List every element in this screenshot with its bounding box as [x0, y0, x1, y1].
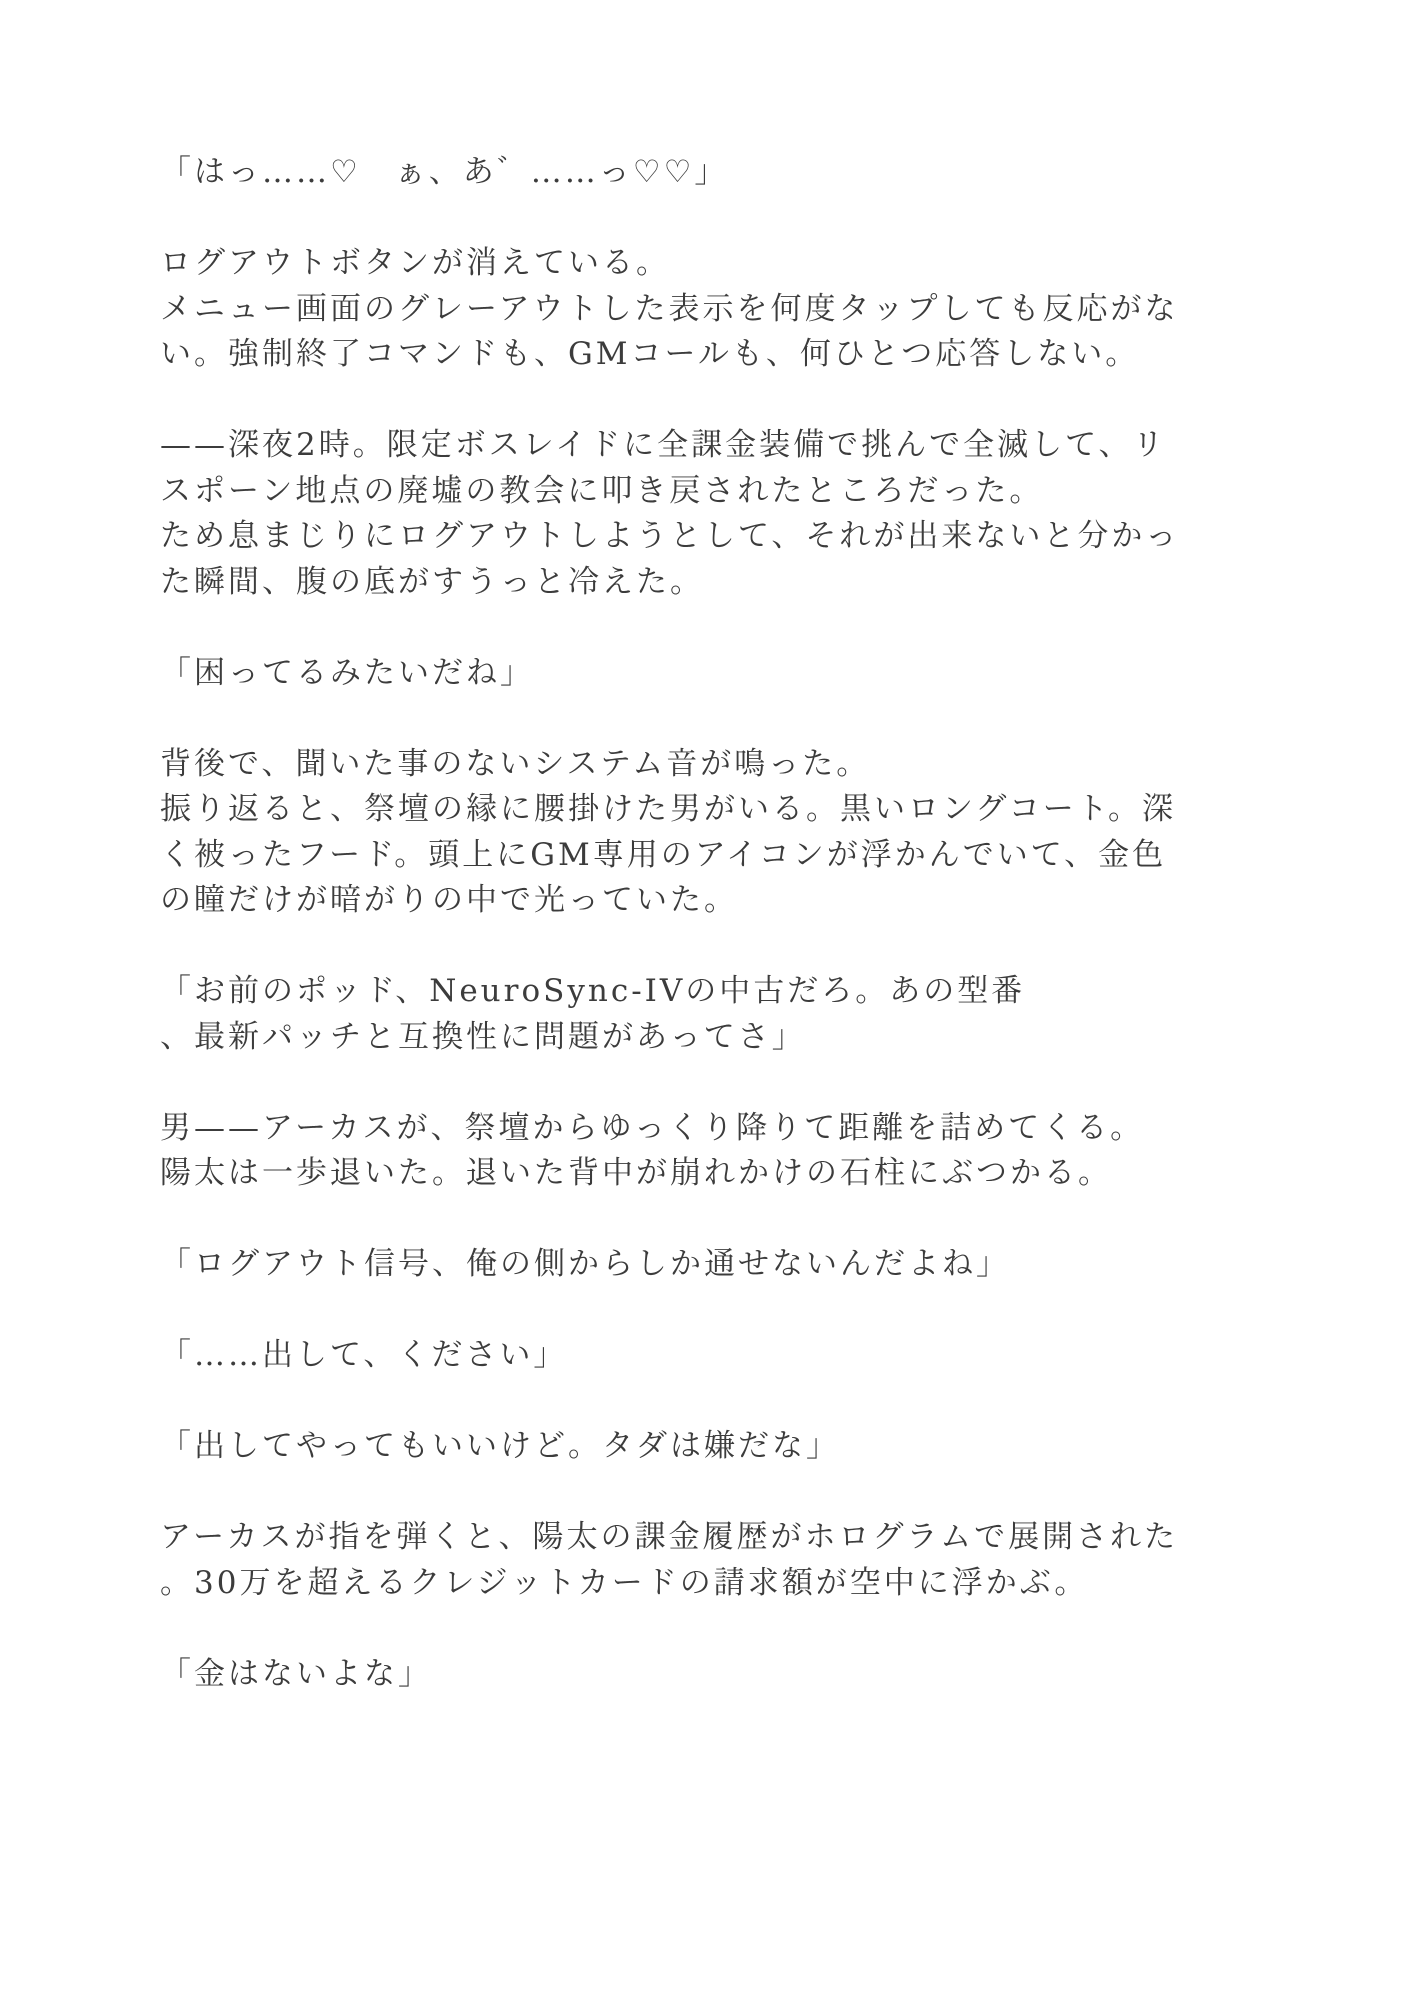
text-line: ——深夜2時。限定ボスレイドに全課金装備で挑んで全滅して、リ	[160, 427, 1167, 463]
paragraph-narration	[160, 423, 1265, 605]
paragraph-dialogue	[160, 1652, 1265, 1698]
text-line: 「金はないよな」	[160, 1655, 432, 1692]
paragraph-dialogue	[160, 150, 1265, 196]
text-line: の瞳だけが暗がりの中で光っていた。	[160, 882, 738, 918]
text-line: 、最新パッチと互換性に問題があってさ」	[160, 1018, 806, 1055]
paragraph-narration	[160, 241, 1265, 378]
paragraph-narration	[160, 1515, 1265, 1606]
text-line: 「はっ……♡ ぁ、あ゛……っ♡♡」	[160, 154, 729, 190]
text-line: 男——アーカスが、祭壇からゆっくり降りて距離を詰めてくる。	[160, 1109, 1145, 1146]
text-line: ため息まじりにログアウトしようとして、それが出来ないと分かっ	[160, 518, 1180, 554]
text-line: た瞬間、腹の底がすうっと冷えた。	[160, 563, 704, 600]
text-line: 背後で、聞いた事のないシステム音が鳴った。	[160, 745, 871, 782]
text-line: 「困ってるみたいだね」	[160, 654, 534, 691]
text-line: い。強制終了コマンドも、GMコールも、何ひとつ応答しない。	[160, 336, 1140, 372]
text-line: ログアウトボタンが消えている。	[160, 245, 670, 281]
paragraph-dialogue	[160, 1333, 1265, 1379]
text-line: 「……出して、ください」	[160, 1337, 568, 1373]
paragraph-narration	[160, 1106, 1265, 1197]
paragraph-narration	[160, 742, 1265, 924]
text-line: 「出してやってもいいけど。タダは嫌だな」	[160, 1428, 840, 1464]
text-line: メニュー画面のグレーアウトした表示を何度タップしても反応がな	[160, 290, 1179, 327]
text-line: 振り返ると、祭壇の縁に腰掛けた男がいる。黒いロングコート。深	[160, 791, 1176, 827]
paragraph-dialogue	[160, 651, 1265, 697]
text-line: 「ログアウト信号、俺の側からしか通せないんだよね」	[160, 1246, 1010, 1282]
text-line: 陽太は一歩退いた。退いた背中が崩れかけの石柱にぶつかる。	[160, 1155, 1112, 1191]
paragraph-dialogue	[160, 969, 1265, 1060]
text-line: 。30万を超えるクレジットカードの請求額が空中に浮かぶ。	[160, 1564, 1089, 1601]
text-line: く被ったフード。頭上にGM専用のアイコンが浮かんでいて、金色	[160, 836, 1167, 873]
text-line: アーカスが指を弾くと、陽太の課金履歴がホログラムで展開された	[160, 1519, 1179, 1555]
paragraph-dialogue	[160, 1424, 1265, 1470]
text-line: 「お前のポッド、NeuroSync-IVの中古だろ。あの型番	[160, 973, 1026, 1009]
text-line: スポーン地点の廃墟の教会に叩き戻されたところだった。	[160, 472, 1044, 509]
paragraph-dialogue	[160, 1242, 1265, 1288]
document-body	[160, 150, 1265, 1697]
